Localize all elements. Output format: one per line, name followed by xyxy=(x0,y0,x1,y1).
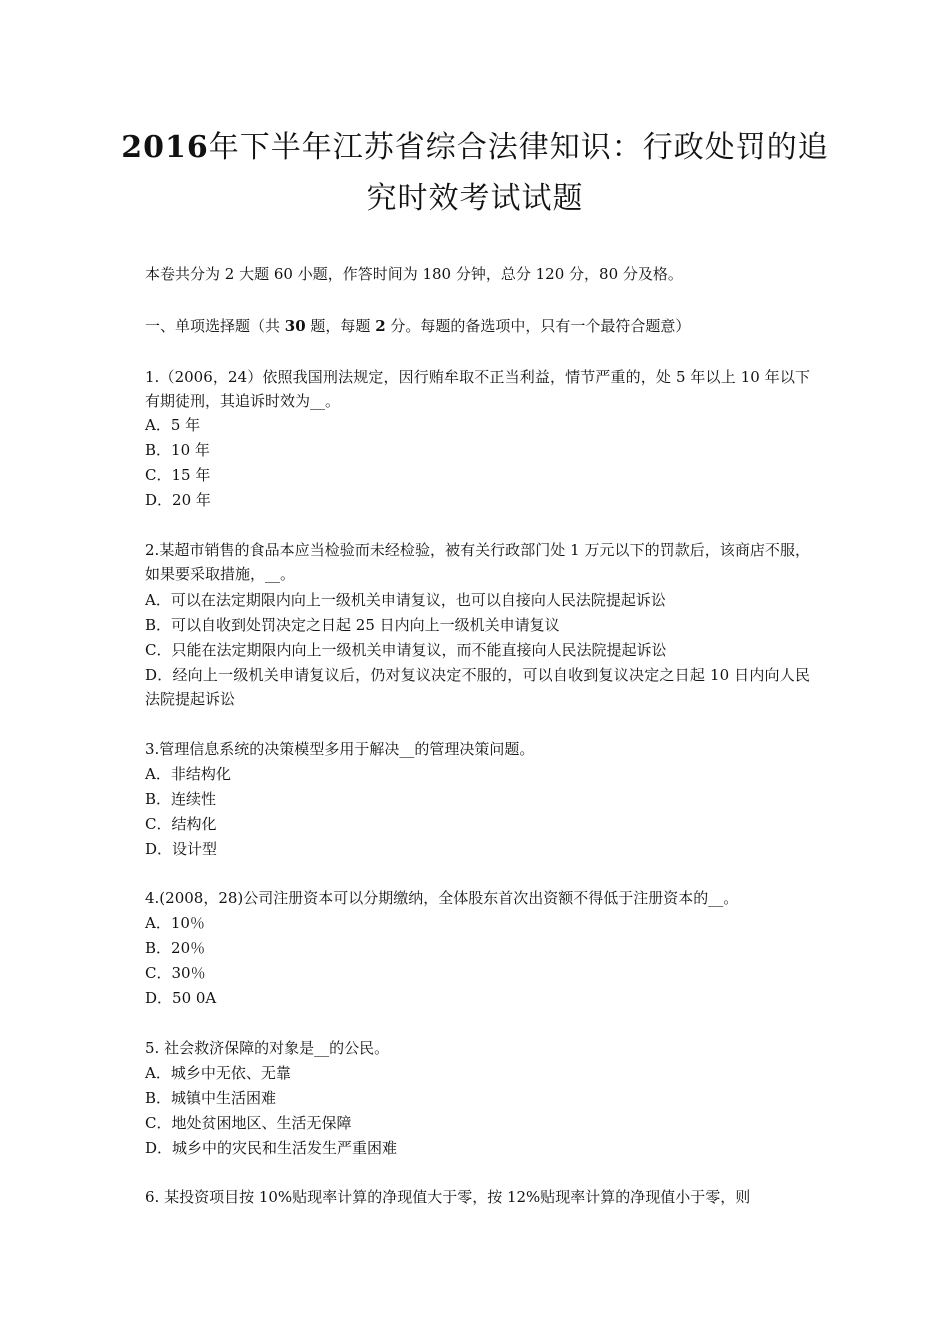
question-2-option-a: A．可以在法定期限内向上一级机关申请复议，也可以自接向人民法院提起诉讼 xyxy=(145,591,666,609)
title-year: 2016 xyxy=(121,130,209,165)
section-question-count: 30 xyxy=(284,317,306,335)
section-heading-suffix: 分。每题的备选项中，只有一个最符合题意） xyxy=(385,317,691,335)
question-3-option-a: A．非结构化 xyxy=(145,765,231,783)
question-5-option-c: C．地处贫困地区、生活无保障 xyxy=(145,1114,352,1132)
title-line-1-text: 年下半年江苏省综合法律知识：行政处罚的追 xyxy=(208,130,829,165)
question-3-option-c: C．结构化 xyxy=(145,815,217,833)
question-4-stem: 4.(2008，28)公司注册资本可以分期缴纳，全体股东首次出资额不得低于注册资本的__。 xyxy=(145,889,739,907)
question-1-option-c: C．15 年 xyxy=(145,466,211,484)
question-5-option-d: D．城乡中的灾民和生活发生严重困难 xyxy=(145,1139,398,1157)
exam-intro: 本卷共分为 2 大题 60 小题，作答时间为 180 分钟，总分 120 分，80 分及格。 xyxy=(145,265,683,283)
question-1-option-a: A．5 年 xyxy=(145,416,201,434)
question-2-stem: 2.某超市销售的食品本应当检验而未经检验，被有关行政部门处 1 万元以下的罚款后，该商店不服，如果要采取措施，__。 xyxy=(145,541,810,583)
question-3-option-b: B．连续性 xyxy=(145,790,217,808)
section-question-score: 2 xyxy=(375,317,386,335)
question-5-option-b: B．城镇中生活困难 xyxy=(145,1089,277,1107)
question-3-option-d: D．设计型 xyxy=(145,840,218,858)
question-5-option-a: A．城乡中无依、无靠 xyxy=(145,1064,291,1082)
question-4-option-a: A．10％ xyxy=(145,914,205,932)
document-title-line-2: 究时效考试试题 xyxy=(366,181,584,216)
question-4-option-c: C．30％ xyxy=(145,964,206,982)
question-5-stem: 5. 社会救济保障的对象是__的公民。 xyxy=(145,1039,390,1057)
question-2-option-c: C．只能在法定期限内向上一级机关申请复议，而不能直接向人民法院提起诉讼 xyxy=(145,641,667,659)
question-4-option-d: D．50 0A xyxy=(145,989,217,1007)
question-2-option-b: B．可以自收到处罚决定之日起 25 日内向上一级机关申请复议 xyxy=(145,616,560,634)
section-heading-prefix: 一、单项选择题（共 xyxy=(145,317,285,335)
question-1-stem: 1.（2006，24）依照我国刑法规定，因行贿牟取不正当利益，情节严重的，处 5 年以上 10 年以下有期徒刑，其追诉时效为__。 xyxy=(145,368,810,410)
question-4-option-b: B．20％ xyxy=(145,939,206,957)
question-1-option-d: D．20 年 xyxy=(145,491,211,509)
section-heading xyxy=(145,314,810,338)
question-6-stem: 6. 某投资项目按 10%贴现率计算的净现值大于零，按 12%贴现率计算的净现值小于零，则 xyxy=(145,1188,751,1206)
question-3-stem: 3.管理信息系统的决策模型多用于解决__的管理决策问题。 xyxy=(145,740,535,758)
question-1-option-b: B．10 年 xyxy=(145,441,210,459)
section-heading-mid: 题，每题 xyxy=(305,317,376,335)
document-title-line-1 xyxy=(0,128,950,168)
question-2-option-d: D．经向上一级机关申请复议后，仍对复议决定不服的，可以自收到复议决定之日起 10 日内向人民法院提起诉讼 xyxy=(145,666,810,708)
